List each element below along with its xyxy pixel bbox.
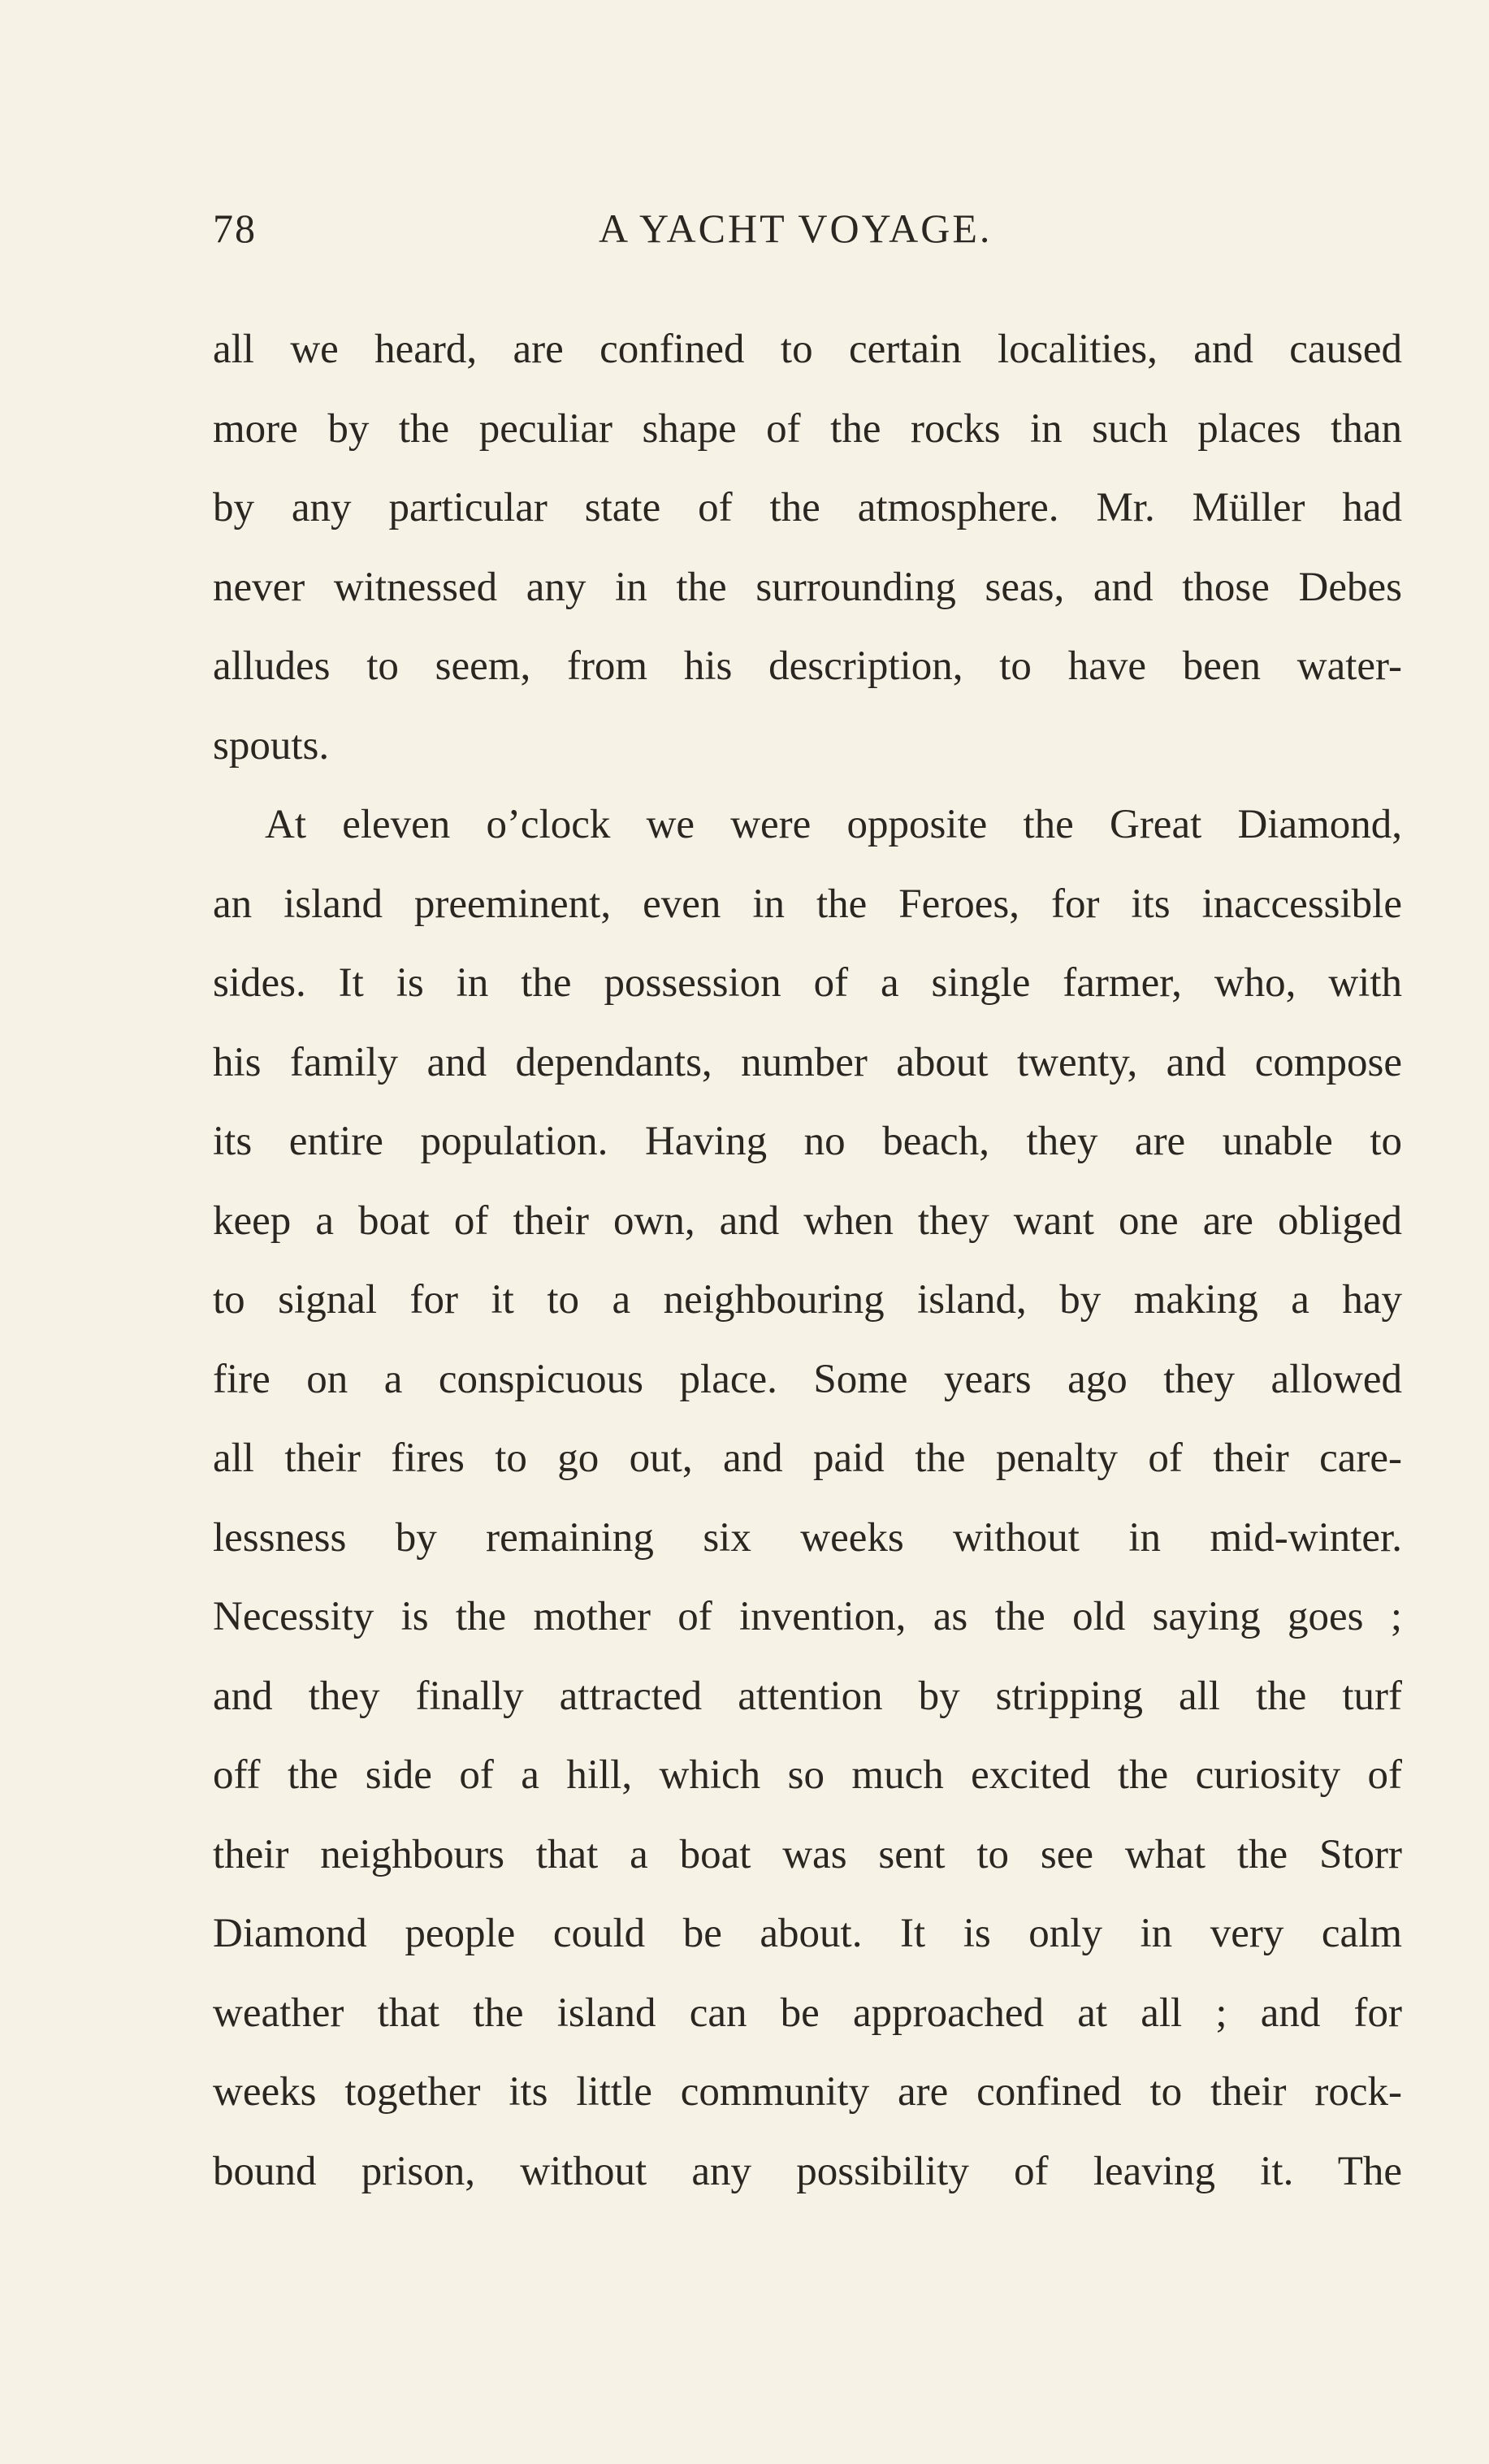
text-line: Necessity is the mother of invention, as the old saying goes ; <box>213 1594 1402 1639</box>
text-line: their neighbours that a boat was sent to see what the Storr <box>213 1831 1402 1877</box>
text-line: to signal for it to a neighbouring island, by making a hay <box>213 1277 1402 1323</box>
text-line: weather that the island can be approached at all ; and for <box>213 1990 1402 2036</box>
paragraph <box>213 796 1402 2222</box>
text-line: At eleven o’clock we were opposite the Great Diamond, <box>265 802 1402 847</box>
text-line: all we heard, are confined to certain localities, and caused <box>213 327 1402 372</box>
page-number: 78 <box>213 206 257 251</box>
text-line: weeks together its little community are confined to their rock- <box>213 2069 1402 2115</box>
text-line: bound prison, without any possibility of leaving it. The <box>213 2148 1402 2194</box>
text-line: all their fires to go out, and paid the penalty of their care- <box>213 1436 1402 1481</box>
text-line: and they finally attracted attention by stripping all the turf <box>213 1673 1402 1719</box>
text-line: spouts. <box>213 722 330 769</box>
text-line: keep a boat of their own, and when they want one are obliged <box>213 1197 1402 1244</box>
running-title: A YACHT VOYAGE. <box>599 206 993 251</box>
body-text <box>213 321 1402 2222</box>
text-line: more by the peculiar shape of the rocks in such places than <box>213 405 1402 452</box>
text-line: off the side of a hill, which so much excited the curiosity of <box>213 1752 1402 1798</box>
running-head <box>213 205 1402 253</box>
text-line: by any particular state of the atmosphere. Mr. Müller had <box>213 485 1402 530</box>
text-line: sides. It is in the possession of a single farmer, who, with <box>213 960 1402 1006</box>
text-line: an island preeminent, even in the Feroes, for its inaccessible <box>213 881 1402 927</box>
paragraph <box>213 321 1402 796</box>
text-line: never witnessed any in the surrounding seas, and those Debes <box>213 564 1402 610</box>
text-line: its entire population. Having no beach, they are unable to <box>213 1119 1402 1164</box>
text-line: lessness by remaining six weeks without in mid-winter. <box>213 1514 1402 1561</box>
text-line: his family and dependants, number about twenty, and compose <box>213 1039 1402 1085</box>
text-line: alludes to seem, from his description, to have been water- <box>213 643 1402 689</box>
text-line: Diamond people could be about. It is only in very calm <box>213 1911 1402 1956</box>
text-line: fire on a conspicuous place. Some years ago they allowed <box>213 1356 1402 1402</box>
